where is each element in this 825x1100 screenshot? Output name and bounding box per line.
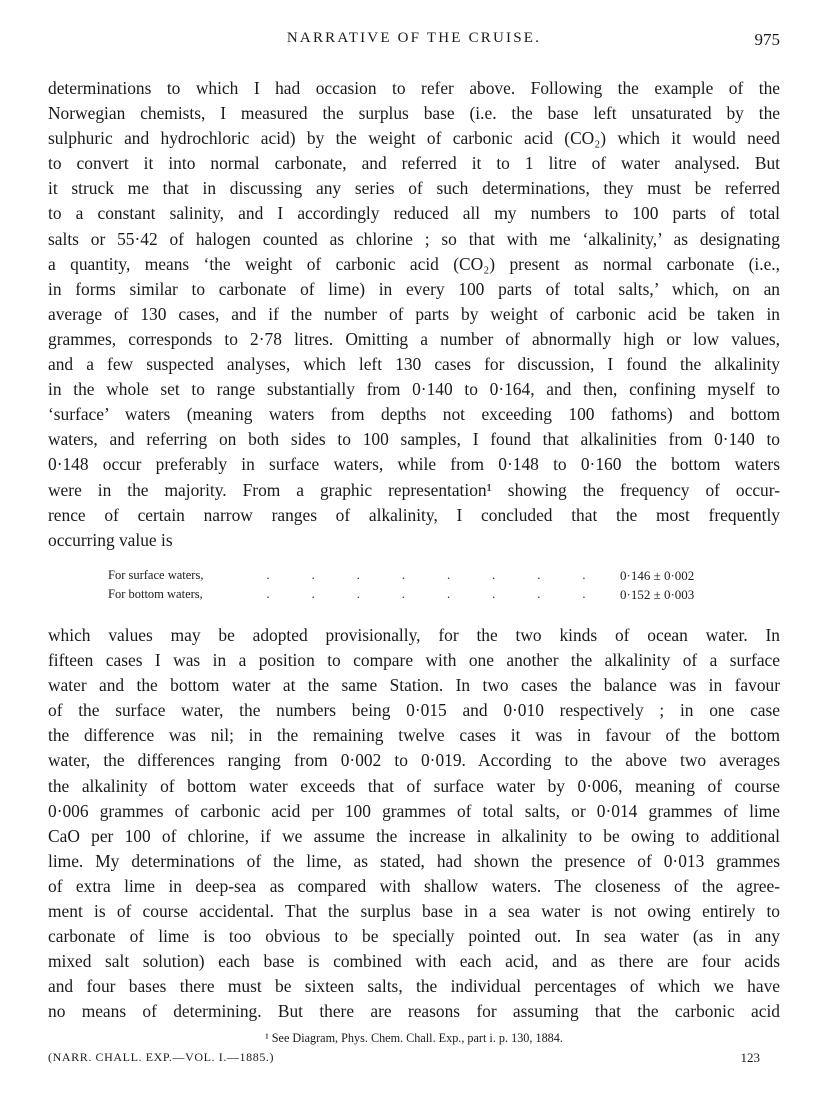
leader-dot: . (582, 568, 586, 582)
text-line: carbonate of lime is too obvious to be specially pointed out. In sea water (as in any (48, 926, 780, 947)
running-head (48, 30, 780, 54)
leader-dot: . (311, 587, 315, 601)
text-line: 0·006 grammes of carbonic acid per 100 grammes of total salts, or 0·014 grammes of lime (48, 800, 780, 821)
text-line: Norwegian chemists, I measured the surplus base (i.e. the base left unsaturated by the (48, 103, 780, 124)
leader-dot: . (356, 568, 360, 582)
row-value: 0·146 ± 0·002 (620, 568, 695, 583)
text-line: fifteen cases I was in a position to compare with one another the alkalinity of a surface (48, 650, 780, 671)
row-label: For bottom waters, (108, 587, 203, 601)
leader-dot: . (537, 587, 541, 601)
text-line: were in the majority. From a graphic representation¹ showing the frequency of occur- (48, 479, 780, 500)
alkalinity-values-table (108, 566, 723, 604)
table-row (108, 566, 723, 585)
leader-dot: . (537, 568, 541, 582)
text-line: the difference was nil; in the remaining twelve cases it was in favour of the bottom (48, 725, 780, 746)
page-number: 975 (754, 30, 780, 49)
text-line: lime. My determinations of the lime, as stated, had shown the presence of 0·013 grammes (48, 850, 780, 871)
text-line: mixed salt solution) each base is combined with each acid, and as there are four acids (48, 951, 780, 972)
text-line: average of 130 cases, and if the number of parts by weight of carbonic acid be taken in (48, 303, 780, 324)
text-line: to convert it into normal carbonate, and referred it to 1 litre of water analysed. But (48, 153, 780, 174)
leader-dot: . (266, 587, 270, 601)
running-title: NARRATIVE OF THE CRUISE. (286, 30, 542, 46)
leader-dot: . (582, 587, 586, 601)
leader-dot: . (447, 587, 451, 601)
text-line: grammes, corresponds to 2·78 litres. Omitting a number of abnormally high or low values, (48, 328, 780, 349)
leader-dot: . (447, 568, 451, 582)
text-line: of the surface water, the numbers being 0·015 and 0·010 respectively ; in one case (48, 700, 780, 721)
paragraph-alkalinity-method (48, 76, 780, 553)
leader-dot: . (401, 568, 405, 582)
page-footer (48, 1050, 780, 1068)
text-line: water and the bottom water at the same Station. In two cases the balance was in favour (48, 675, 780, 696)
footnote: ¹ See Diagram, Phys. Chem. Chall. Exp., part i. p. 130, 1884. (265, 1031, 563, 1045)
text-line: in forms similar to carbonate of lime) in every 100 parts of total salts,’ which, on an (48, 278, 780, 299)
text-line: and a few suspected analyses, which left 130 cases for discussion, I found the alkalinity (48, 354, 780, 375)
text-line: occurring value is (48, 529, 173, 550)
leader-dot: . (492, 568, 496, 582)
text-line: a quantity, means ‘the weight of carbonic acid (CO₂) present as normal carbonate (i.e., (48, 253, 780, 274)
text-line: salts or 55·42 of halogen counted as chlorine ; so that with me ‘alkalinity,’ as designating (48, 228, 780, 249)
leader-dots (266, 585, 586, 604)
text-line: it struck me that in discussing any series of such determinations, they must be referred (48, 178, 780, 199)
text-line: to a constant salinity, and I accordingly reduced all my numbers to 100 parts of total (48, 203, 780, 224)
row-label: For surface waters, (108, 568, 204, 582)
text-line: 0·148 occur preferably in surface waters, while from 0·148 to 0·160 the bottom waters (48, 454, 780, 475)
text-line: water, the differences ranging from 0·002 to 0·019. According to the above two averages (48, 750, 780, 771)
text-line: CaO per 100 of chlorine, if we assume the increase in alkalinity to be owing to additional (48, 825, 780, 846)
text-line: which values may be adopted provisionally, for the two kinds of ocean water. In (48, 625, 780, 645)
leader-dots (266, 566, 586, 585)
text-line: sulphuric and hydrochloric acid) by the weight of carbonic acid (CO₂) which it would need (48, 128, 780, 149)
leader-dot: . (492, 587, 496, 601)
text-line: of extra lime in deep-sea as compared with shallow waters. The closeness of the agree- (48, 875, 780, 896)
leader-dot: . (266, 568, 270, 582)
text-line: and four bases there must be sixteen salts, the individual percentages of which we have (48, 976, 780, 997)
signature-number: 123 (740, 1050, 760, 1065)
text-line: in the whole set to range substantially from 0·140 to 0·164, and then, confining myself to (48, 379, 780, 400)
leader-dot: . (311, 568, 315, 582)
text-line: no means of determining. But there are reasons for assuming that the carbonic acid (48, 1001, 780, 1022)
text-line: determinations to which I had occasion to refer above. Following the example of the (48, 78, 780, 98)
text-line: rence of certain narrow ranges of alkalinity, I concluded that the most frequently (48, 504, 780, 525)
text-line: waters, and referring on both sides to 100 samples, I found that alkalinities from 0·140 to (48, 429, 780, 450)
leader-dot: . (401, 587, 405, 601)
table-row (108, 585, 723, 604)
signature-mark: (NARR. CHALL. EXP.—VOL. I.—1885.) (48, 1050, 275, 1064)
leader-dot: . (356, 587, 360, 601)
row-value: 0·152 ± 0·003 (620, 587, 695, 602)
text-line: ment is of course accidental. That the surplus base in a sea water is not owing entirely to (48, 901, 780, 922)
text-line: ‘surface’ waters (meaning waters from depths not exceeding 100 fathoms) and bottom (48, 404, 780, 425)
paragraph-surface-vs-bottom (48, 623, 780, 1025)
text-line: the alkalinity of bottom water exceeds that of surface water by 0·006, meaning of course (48, 775, 780, 796)
